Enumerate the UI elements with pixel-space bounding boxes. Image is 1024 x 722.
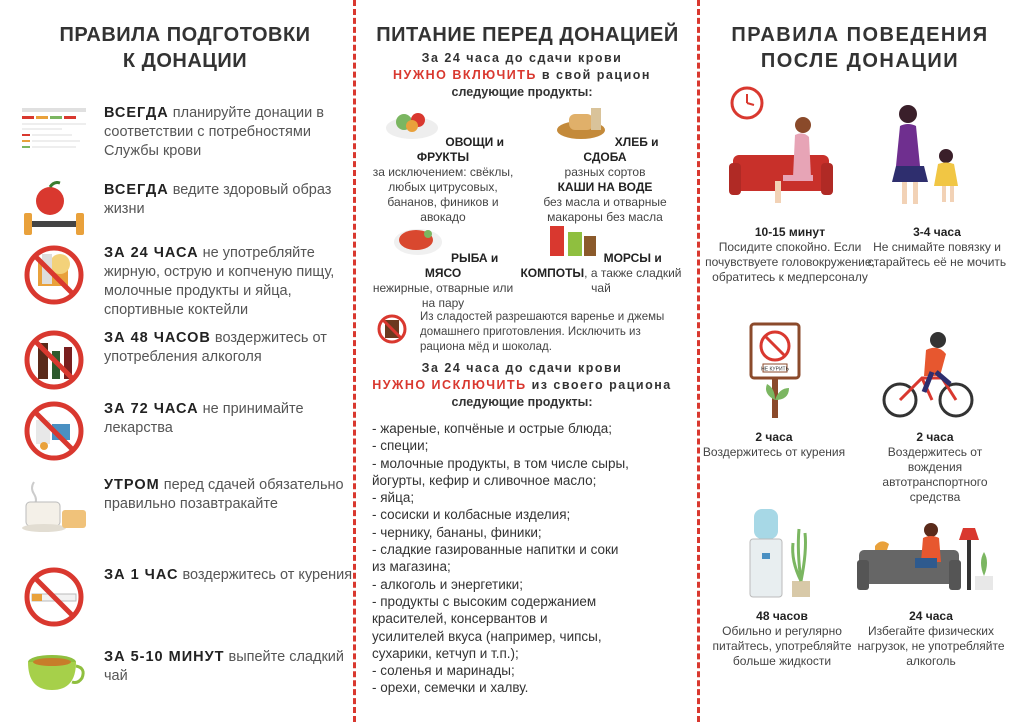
- rule-morning-breakfast: [20, 476, 350, 546]
- exclude-item: - соленья и маринады;: [372, 663, 515, 679]
- rule-healthy-life: [20, 181, 350, 251]
- rule-plan-donations: [20, 104, 350, 174]
- after-block-3-4-hours: 3-4 часа Не снимайте повязку и старайтесь её не мочить: [867, 225, 1007, 269]
- rule-bold: ЗА 5-10 МИНУТ: [104, 649, 225, 665]
- no-medicine-icon: [20, 400, 88, 462]
- exclude-item: - орехи, семечки и халву.: [372, 680, 529, 696]
- rule-text: планируйте донации в соответствии с потребностями Службы крови: [104, 105, 324, 159]
- rule-bold: УТРОМ: [104, 477, 160, 493]
- exclude-item: - яйца;: [372, 490, 415, 506]
- couch-laptop-illustration: [855, 520, 1000, 600]
- no-smoking-sign-illustration: [745, 322, 805, 422]
- after-block-10-15-min: 10-15 минут Посидите спокойно. Если почувствуете головокружение, обратитесь к медперсоналу: [705, 225, 875, 284]
- rule-bold: ВСЕГДА: [104, 105, 169, 121]
- no-smoking-sign-label: НЕ КУРИТЬ: [761, 366, 789, 373]
- rule-5-10-minutes: [20, 648, 350, 718]
- sweets-note: Из сладостей разрешаются варенье и джемы домашнего приготовления. Исключить из рациона мёд и шоколад.: [420, 311, 665, 353]
- tea-cup-icon: [20, 648, 88, 710]
- rule-48-hours: [20, 329, 350, 399]
- include-lead: За 24 часа до сдачи крови НУЖНО ВКЛЮЧИТЬ в свой рацион следующие продукты:: [393, 51, 651, 99]
- bread-icon: [551, 102, 611, 142]
- after-block-2-hours-driving: 2 часа Воздержитесь от вождения автотранспортного средства: [882, 430, 988, 504]
- right-title: ПРАВИЛА ПОВЕДЕНИЯ ПОСЛЕ ДОНАЦИИ: [731, 24, 989, 72]
- exclude-item: - чернику, бананы, финики;: [372, 524, 542, 540]
- food-fish-meat: РЫБА и МЯСО нежирные, отварные или на пару: [368, 218, 518, 311]
- exclude-item: - специи;: [372, 438, 429, 454]
- exclude-item: йогурты, кефир и сливочное масло;: [372, 472, 597, 488]
- after-block-48-hours: 48 часов Обильно и регулярно питайтесь, употребляйте больше жидкости: [712, 609, 852, 668]
- rule-text: воздержитесь от употребления алкоголя: [104, 330, 327, 365]
- calendar-schedule-icon: [20, 104, 88, 166]
- rule-bold: ЗА 24 ЧАСА: [104, 245, 199, 261]
- rule-text: перед сдачей обязательно правильно позавтракайте: [104, 477, 344, 512]
- rule-text: не употребляйте жирную, острую и копченую пищу, молочные продукты и яйца, спортивные коктейли: [104, 245, 335, 318]
- exclude-item: - продукты с высоким содержанием: [372, 593, 597, 609]
- rule-bold: ЗА 72 ЧАСА: [104, 401, 199, 417]
- food-vegetables-fruits: ОВОЩИ и ФРУКТЫ за исключением: свёклы, любых цитрусовых, бананов, фиников и авокадо: [368, 102, 518, 225]
- no-fatty-food-icon: [20, 244, 88, 306]
- after-block-2-hours-smoking: 2 часа Воздержитесь от курения: [702, 430, 846, 459]
- rule-bold: ВСЕГДА: [104, 182, 169, 198]
- exclude-list: [372, 420, 682, 697]
- exclude-item: красителей, консервантов и: [372, 611, 548, 627]
- coffee-breakfast-icon: [20, 476, 88, 538]
- after-block-24-hours: 24 часа Избегайте физических нагрузок, не употребляйте алкоголь: [857, 609, 1005, 668]
- exclude-item: усилителей вкуса (например, чипсы,: [372, 628, 602, 644]
- meat-icon: [388, 218, 448, 258]
- food-bread-porridge: ХЛЕБ и СДОБА разных сортов КАШИ НА ВОДЕ без масла и отварные макароны без масла: [530, 102, 680, 225]
- no-smoking-icon: [20, 566, 88, 628]
- rule-text: ведите здоровый образ жизни: [104, 182, 332, 217]
- left-title: ПРАВИЛА ПОДГОТОВКИ К ДОНАЦИИ: [59, 24, 311, 72]
- exclude-lead: За 24 часа до сдачи крови НУЖНО ИСКЛЮЧИТЬ из своего рациона следующие продукты:: [372, 361, 672, 409]
- sofa-rest-illustration: [725, 85, 835, 210]
- exclude-item: сухарики, кетчуп и т.п.);: [372, 645, 519, 661]
- exclude-item: - жареные, копчёные и острые блюда;: [372, 421, 612, 436]
- drinks-icon: [540, 218, 600, 258]
- rule-text: не принимайте лекарства: [104, 401, 304, 436]
- rule-1-hour: [20, 566, 353, 636]
- no-chocolate-icon: [376, 313, 408, 345]
- cyclist-illustration: [880, 322, 975, 422]
- water-cooler-illustration: [740, 505, 815, 600]
- food-drinks: МОРСЫ и КОМПОТЫ, а также сладкий чай: [516, 218, 686, 296]
- exclude-item: - алкоголь и энергетики;: [372, 576, 523, 592]
- exclude-item: - сладкие газированные напитки и соки: [372, 542, 619, 558]
- mother-child-illustration: [880, 100, 970, 210]
- exclude-item: из магазина;: [372, 559, 451, 575]
- exclude-item: - молочные продукты, в том числе сыры,: [372, 455, 629, 471]
- middle-title: ПИТАНИЕ ПЕРЕД ДОНАЦИЕЙ: [376, 24, 679, 46]
- apple-dumbbell-icon: [20, 181, 88, 243]
- rule-72-hours: [20, 400, 350, 470]
- rule-bold: ЗА 48 ЧАСОВ: [104, 330, 211, 346]
- salad-icon: [382, 102, 442, 142]
- no-alcohol-icon: [20, 329, 88, 391]
- rule-text: воздержитесь от курения: [178, 567, 353, 583]
- rule-bold: ЗА 1 ЧАС: [104, 567, 179, 583]
- rule-24-hours: [20, 244, 350, 318]
- rule-text: выпейте сладкий чай: [104, 649, 345, 684]
- exclude-item: - сосиски и колбасные изделия;: [372, 507, 571, 523]
